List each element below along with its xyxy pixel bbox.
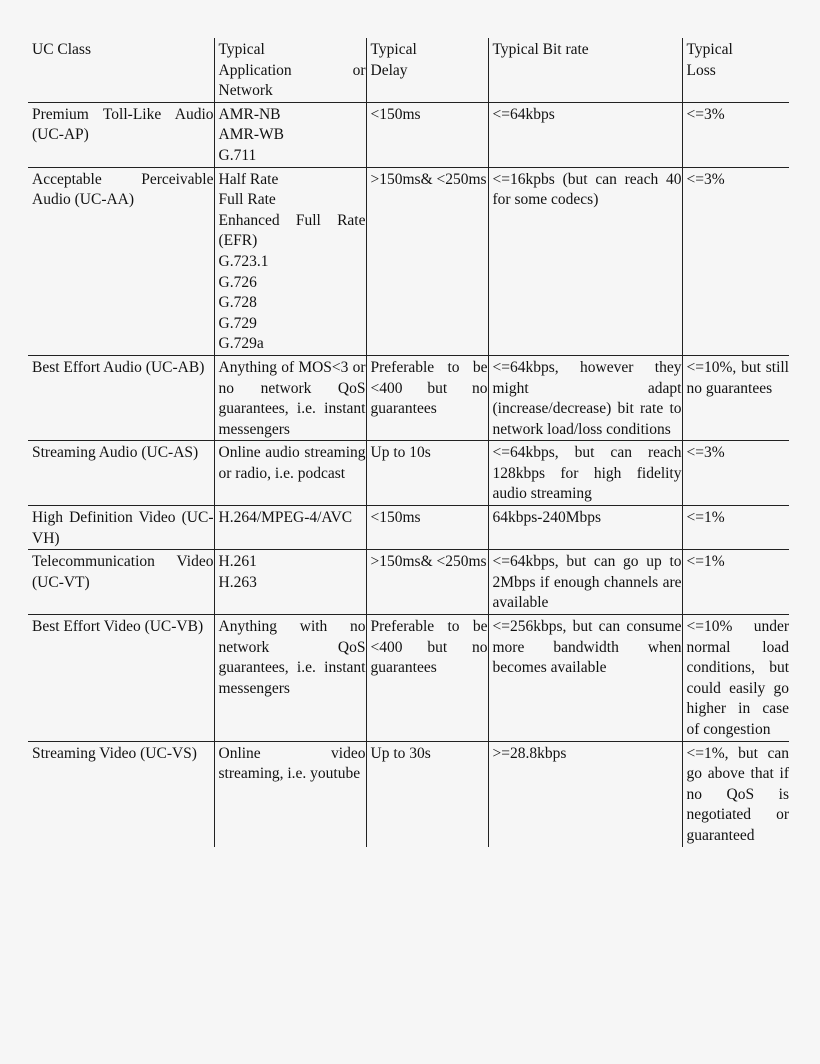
cell-application: [214, 550, 366, 615]
cell-loss: [682, 102, 789, 167]
table-row: [28, 741, 789, 846]
header-line: Application or: [218, 61, 366, 79]
cell-text: <=64kbps: [492, 105, 555, 123]
cell-application: [214, 615, 366, 742]
cell-text: <=64kbps, but can reach 128kbps for high fidelity audio streaming: [492, 444, 682, 503]
uc-class-table: [28, 38, 789, 847]
header-line: Typical Bit rate: [492, 41, 589, 58]
cell-text: <150ms: [370, 105, 421, 123]
cell-text: Best Effort Video (UC-VB): [32, 618, 204, 636]
cell-line: G.726: [218, 273, 257, 291]
cell-delay: [366, 102, 488, 167]
cell-loss: [682, 441, 789, 506]
cell-text: <=256kbps, but can consume more bandwidth when becomes available: [492, 618, 682, 677]
cell-delay: [366, 741, 488, 846]
cell-uc-class: [28, 550, 214, 615]
cell-text: High Definition Video (UC-VH): [32, 509, 214, 547]
cell-text: <=3%: [686, 170, 725, 188]
cell-loss: [682, 550, 789, 615]
cell-bit-rate: [488, 741, 682, 846]
header-line: Network: [218, 82, 273, 100]
header-application: [214, 38, 366, 102]
cell-line: AMR-NB: [218, 105, 281, 123]
header-line: Delay: [370, 61, 408, 79]
table-row: [28, 441, 789, 506]
header-uc-class: [28, 38, 214, 102]
header-loss: [682, 38, 789, 102]
header-row: [28, 38, 789, 102]
cell-bit-rate: [488, 550, 682, 615]
cell-line: AMR-WB: [218, 126, 284, 144]
cell-line: Enhanced Full Rate (EFR): [218, 211, 366, 250]
header-bit-rate: [488, 38, 682, 102]
cell-line: G.729a: [218, 335, 264, 353]
cell-application: [214, 506, 366, 550]
cell-delay: [366, 550, 488, 615]
cell-text: <=10%, but still no guarantees: [686, 358, 789, 397]
cell-application: [214, 355, 366, 440]
cell-bit-rate: [488, 102, 682, 167]
cell-bit-rate: [488, 355, 682, 440]
cell-text: Streaming Video (UC-VS): [32, 744, 197, 762]
cell-uc-class: [28, 102, 214, 167]
cell-line: H.263: [218, 573, 257, 591]
cell-text: Acceptable Perceivable Audio (UC-AA): [32, 170, 214, 209]
cell-text: Preferable to be <400 but no guarantees: [370, 618, 488, 677]
table-row: [28, 550, 789, 615]
cell-text: Up to 10s: [370, 444, 431, 462]
table-row: [28, 355, 789, 440]
table-row: [28, 506, 789, 550]
cell-text: >=28.8kbps: [492, 744, 567, 762]
header-line: Loss: [686, 61, 716, 79]
cell-loss: [682, 741, 789, 846]
cell-text: Up to 30s: [370, 744, 431, 762]
cell-delay: [366, 355, 488, 440]
cell-application: [214, 441, 366, 506]
cell-bit-rate: [488, 506, 682, 550]
cell-line: G.711: [218, 146, 257, 164]
header-line: UC Class: [32, 41, 91, 58]
cell-line: Full Rate: [218, 191, 276, 209]
header-delay: [366, 38, 488, 102]
cell-text: <=3%: [686, 444, 725, 462]
cell-application: [214, 741, 366, 846]
cell-text: <150ms: [370, 509, 421, 527]
cell-text: Telecommunication Video (UC-VT): [32, 553, 214, 591]
cell-text: >150ms& <250ms: [370, 553, 487, 571]
cell-text: Best Effort Audio (UC-AB): [32, 358, 205, 376]
cell-text: <=1%, but can go above that if no QoS is negotiated or guaranteed: [686, 744, 789, 844]
cell-delay: [366, 167, 488, 355]
cell-loss: [682, 506, 789, 550]
cell-delay: [366, 506, 488, 550]
cell-uc-class: [28, 506, 214, 550]
cell-text: Premium Toll-Like Audio (UC-AP): [32, 105, 214, 144]
cell-text: <=64kbps, but can go up to 2Mbps if enough channels are available: [492, 553, 682, 612]
cell-application: [214, 167, 366, 355]
header-line: Typical: [370, 41, 417, 58]
header-line: Typical: [686, 41, 733, 58]
cell-text: <=10% under normal load conditions, but could easily go higher in case of congestion: [686, 618, 789, 738]
cell-text: >150ms& <250ms: [370, 170, 487, 188]
cell-line: Anything of MOS<3 or no network QoS guarantees, i.e. instant messengers: [218, 358, 366, 438]
table-row: [28, 615, 789, 742]
cell-text: <=1%: [686, 553, 725, 571]
cell-loss: [682, 615, 789, 742]
cell-line: Online video streaming, i.e. youtube: [218, 744, 366, 783]
table-row: [28, 167, 789, 355]
cell-loss: [682, 167, 789, 355]
cell-text: <=3%: [686, 105, 725, 123]
cell-text: Streaming Audio (UC-AS): [32, 444, 199, 462]
cell-line: Online audio streaming or radio, i.e. podcast: [218, 444, 366, 482]
cell-uc-class: [28, 167, 214, 355]
cell-text: <=1%: [686, 509, 725, 527]
cell-text: <=16kpbs (but can reach 40 for some codecs): [492, 170, 682, 209]
cell-line: H.261: [218, 553, 257, 571]
table-row: [28, 102, 789, 167]
cell-text: Preferable to be <400 but no guarantees: [370, 358, 488, 418]
cell-bit-rate: [488, 167, 682, 355]
cell-bit-rate: [488, 441, 682, 506]
cell-text: 64kbps-240Mbps: [492, 509, 602, 527]
table-body: [28, 38, 789, 847]
cell-line: G.723.1: [218, 252, 269, 270]
cell-uc-class: [28, 741, 214, 846]
cell-application: [214, 102, 366, 167]
cell-uc-class: [28, 441, 214, 506]
cell-line: H.264/MPEG-4/AVC: [218, 509, 353, 527]
cell-text: <=64kbps, however they might adapt (increase/decrease) bit rate to network load/loss conditions: [492, 358, 682, 438]
cell-loss: [682, 355, 789, 440]
cell-line: G.729: [218, 314, 257, 332]
cell-bit-rate: [488, 615, 682, 742]
cell-line: Half Rate: [218, 170, 279, 188]
cell-line: Anything with no network QoS guarantees, i.e. instant messengers: [218, 618, 366, 697]
header-line: Typical: [218, 41, 265, 58]
cell-uc-class: [28, 355, 214, 440]
cell-line: G.728: [218, 294, 257, 312]
cell-delay: [366, 441, 488, 506]
cell-delay: [366, 615, 488, 742]
cell-uc-class: [28, 615, 214, 742]
